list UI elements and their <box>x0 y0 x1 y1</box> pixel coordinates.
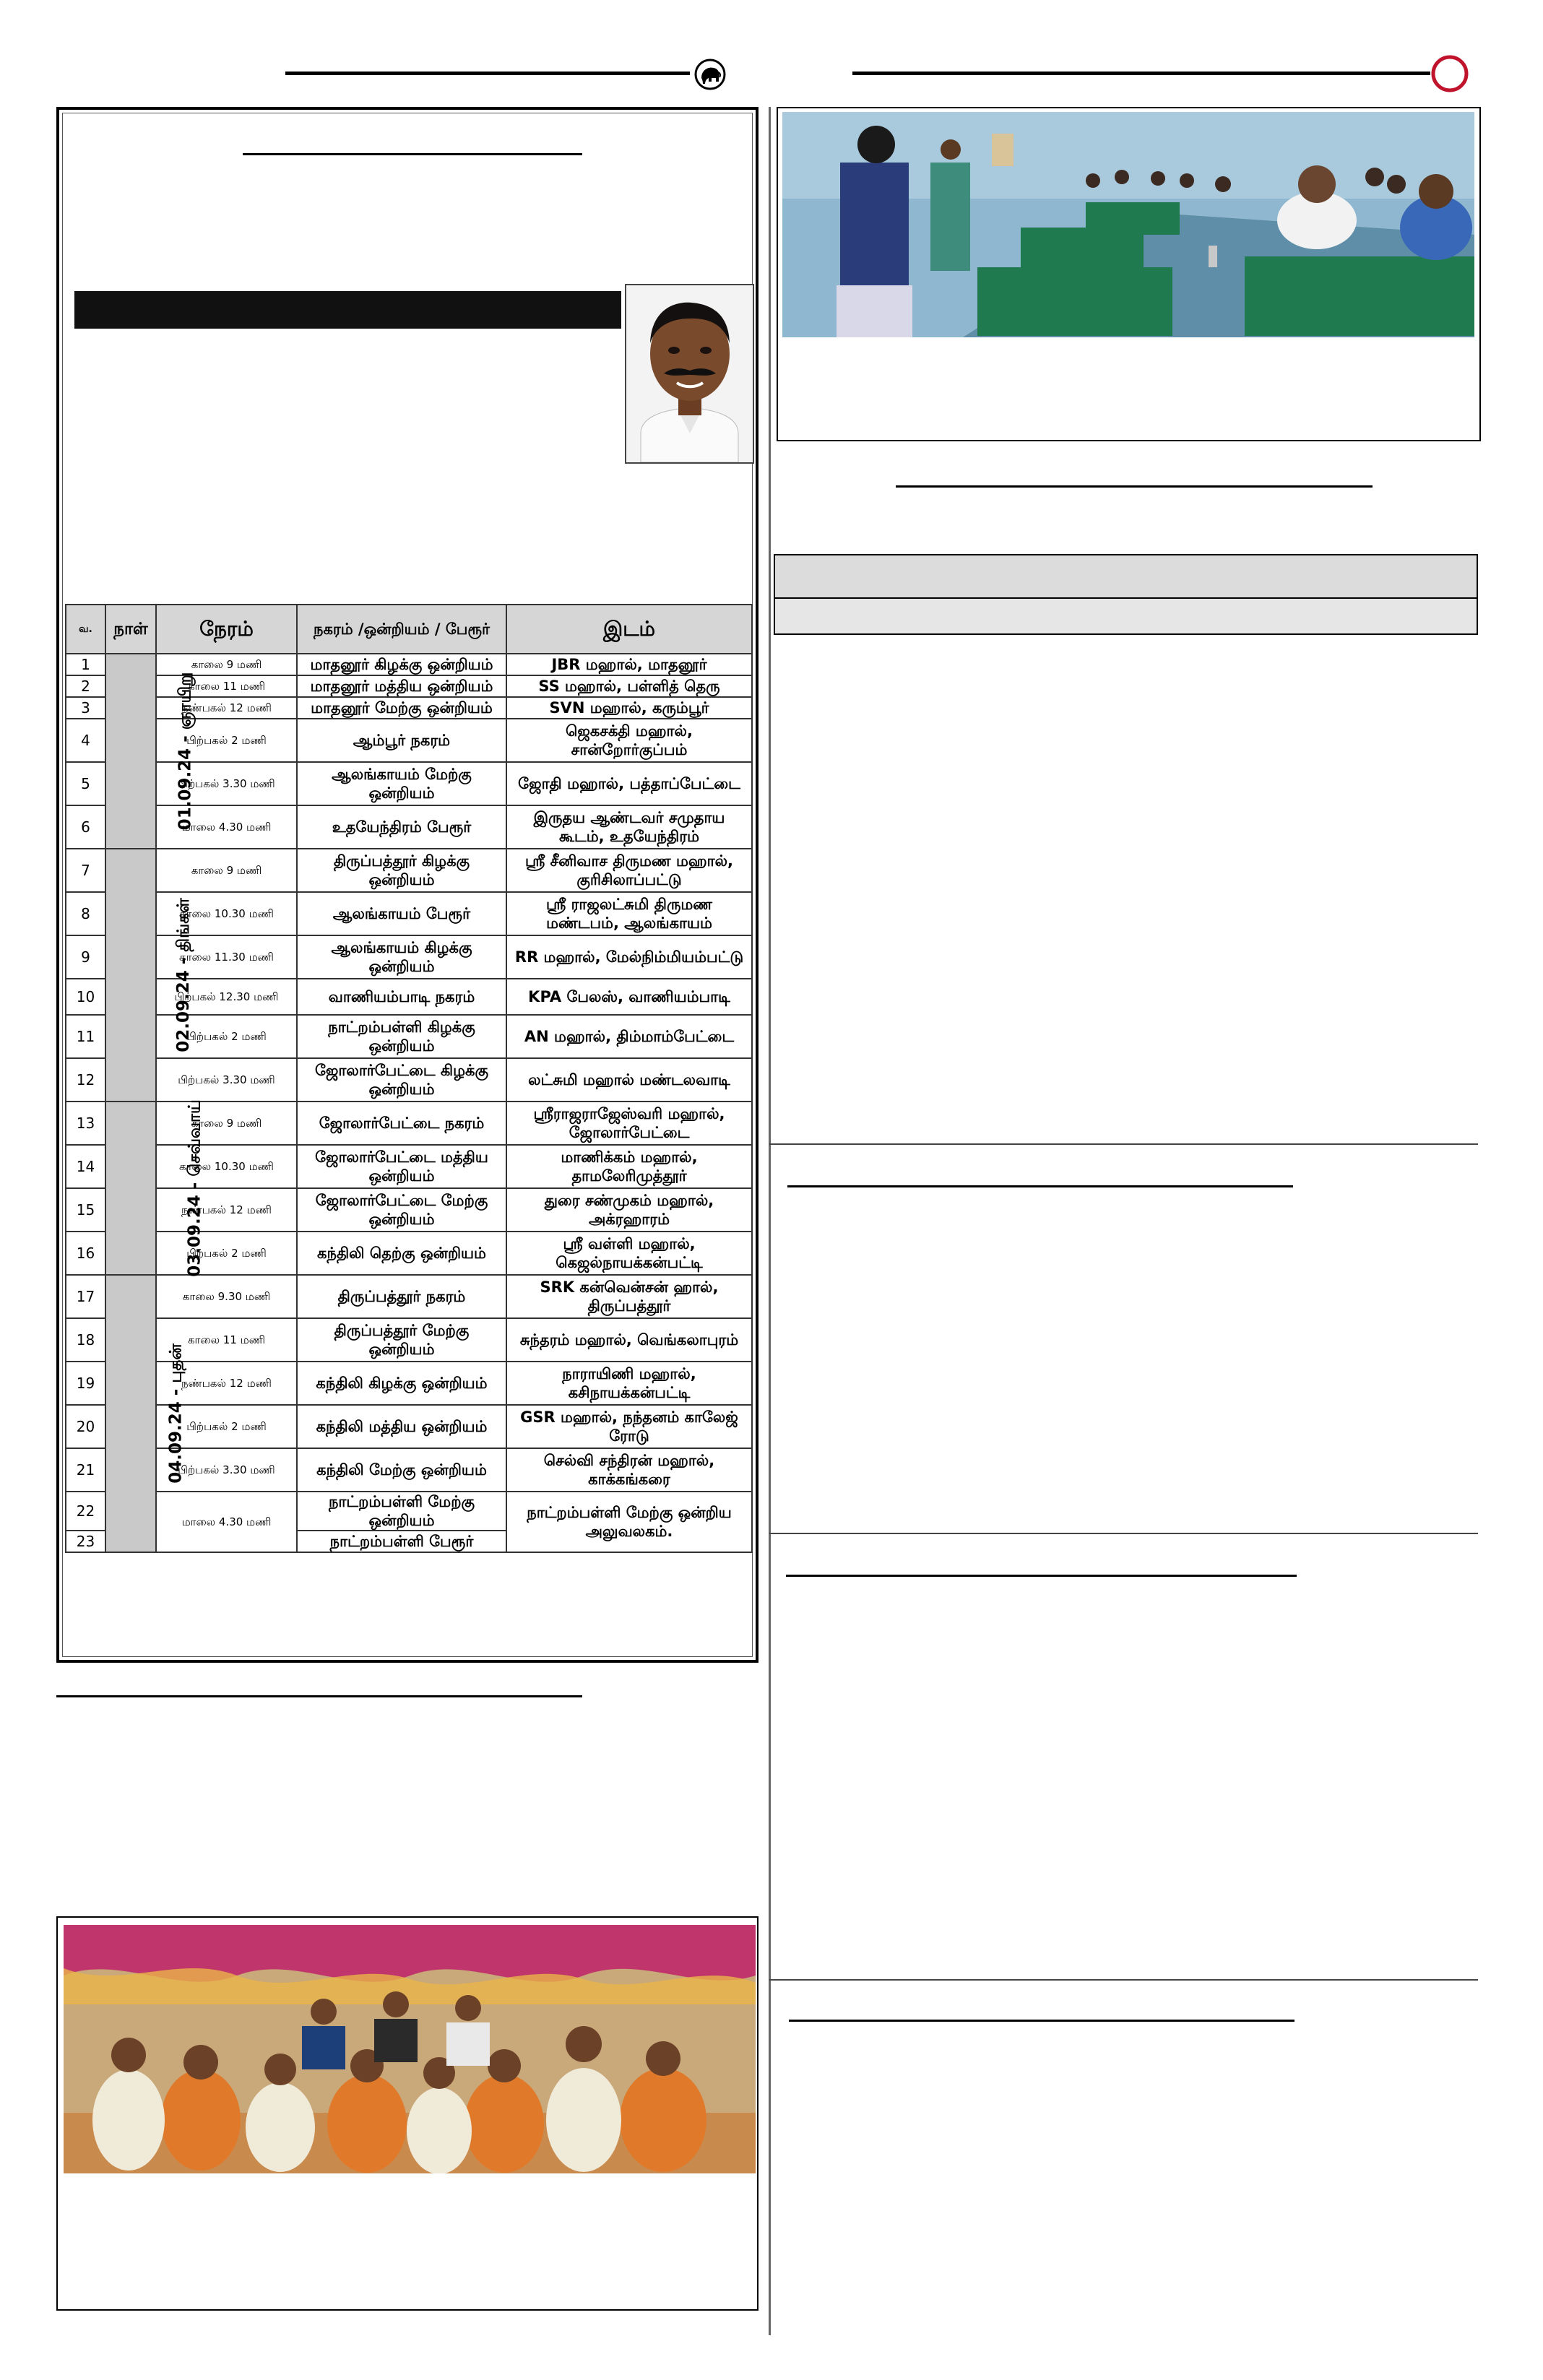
time-cell: காலை 11 மணி <box>156 675 297 697</box>
subhead-black-bar <box>74 291 621 329</box>
right-subhead-box <box>774 554 1478 635</box>
table-row <box>66 1232 752 1275</box>
time-cell: காலை 9 மணி <box>156 1102 297 1145</box>
area-cell: ஆலங்காயம் மேற்கு ஒன்றியம் <box>297 762 506 805</box>
row-number: 13 <box>66 1102 105 1145</box>
headline-rule <box>243 153 582 155</box>
place-cell: துரை சண்முகம் மஹால், அக்ரஹாரம் <box>506 1188 752 1232</box>
classroom-photo <box>782 112 1474 337</box>
time-cell: காலை 11.30 மணி <box>156 935 297 979</box>
row-number: 14 <box>66 1145 105 1188</box>
day-label: 01.09.24 - ஞாயிறு <box>176 672 195 830</box>
place-cell: GSR மஹால், நந்தனம் காலேஜ் ரோடு <box>506 1405 752 1448</box>
right-subhead-band-top <box>775 555 1477 599</box>
place-cell: SS மஹால், பள்ளித் தெரு <box>506 675 752 697</box>
schedule-body <box>66 654 752 1552</box>
table-row <box>66 1058 752 1102</box>
time-cell: நண்பகல் 12 மணி <box>156 1362 297 1405</box>
time-cell: பிற்பகல் 3.30 மணி <box>156 1058 297 1102</box>
area-cell: உதயேந்திரம் பேரூர் <box>297 805 506 849</box>
table-row <box>66 675 752 697</box>
area-cell: கந்திலி கிழக்கு ஒன்றியம் <box>297 1362 506 1405</box>
time-cell: காலை 9 மணி <box>156 654 297 675</box>
area-cell: திருப்பத்தூர் நகரம் <box>297 1275 506 1318</box>
row-number: 6 <box>66 805 105 849</box>
table-row <box>66 719 752 762</box>
place-cell: ஸ்ரீராஜராஜேஸ்வரி மஹால், ஜோலார்பேட்டை <box>506 1102 752 1145</box>
row-number: 10 <box>66 979 105 1015</box>
time-cell: நண்பகல் 12 மணி <box>156 697 297 719</box>
time-cell: பிற்பகல் 2 மணி <box>156 1405 297 1448</box>
area-cell: ஜோலார்பேட்டை மத்திய ஒன்றியம் <box>297 1145 506 1188</box>
schedule-table-wrapper <box>65 604 751 1553</box>
area-cell: ஜோலார்பேட்டை மேற்கு ஒன்றியம் <box>297 1188 506 1232</box>
page-number-circle-icon <box>1430 54 1469 93</box>
right-headline-rule-4 <box>789 2020 1295 2022</box>
area-cell: கந்திலி தெற்கு ஒன்றியம் <box>297 1232 506 1275</box>
place-cell: மாணிக்கம் மஹால், தாமலேரிமுத்தூர் <box>506 1145 752 1188</box>
right-subhead-band-bottom <box>775 599 1477 633</box>
place-cell: ஸ்ரீ சீனிவாச திருமண மஹால், குரிசிலாப்பட்டு <box>506 849 752 892</box>
left-article-separator <box>56 1695 582 1697</box>
table-row <box>66 1015 752 1058</box>
row-number: 23 <box>66 1531 105 1552</box>
time-cell: மாலை 4.30 மணி <box>156 805 297 849</box>
day-cell <box>105 1275 186 1552</box>
area-cell: மாதனூர் மேற்கு ஒன்றியம் <box>297 697 506 719</box>
row-number: 4 <box>66 719 105 762</box>
right-headline-rule-3 <box>786 1575 1297 1577</box>
place-cell: SVN மஹால், கரும்பூர் <box>506 697 752 719</box>
place-cell: நாராயிணி மஹால், கசிநாயக்கன்பட்டி <box>506 1362 752 1405</box>
day-label: 02.09.24 - திங்கள் <box>173 897 193 1052</box>
time-cell: காலை 9 மணி <box>156 849 297 892</box>
area-cell: திருப்பத்தூர் மேற்கு ஒன்றியம் <box>297 1318 506 1362</box>
masthead-rule-right <box>852 72 1430 75</box>
time-cell: பிற்பகல் 12.30 மணி <box>156 979 297 1015</box>
time-cell: காலை 10.30 மணி <box>156 892 297 935</box>
table-row <box>66 892 752 935</box>
row-number: 1 <box>66 654 105 675</box>
place-cell: KPA பேலஸ், வாணியம்பாடி <box>506 979 752 1015</box>
table-row <box>66 935 752 979</box>
row-number: 7 <box>66 849 105 892</box>
place-cell: SRK கன்வென்சன் ஹால், திருப்பத்தூர் <box>506 1275 752 1318</box>
area-cell: கந்திலி மேற்கு ஒன்றியம் <box>297 1448 506 1492</box>
place-cell: இருதய ஆண்டவர் சமுதாய கூடம், உதயேந்திரம் <box>506 805 752 849</box>
area-cell: ஆலங்காயம் கிழக்கு ஒன்றியம் <box>297 935 506 979</box>
table-row <box>66 1102 752 1145</box>
schedule-table <box>65 604 753 1553</box>
time-cell: பிற்பகல் 2 மணி <box>156 1015 297 1058</box>
table-row <box>66 849 752 892</box>
day-label: 04.09.24 - புதன் <box>166 1343 186 1484</box>
area-cell: கந்திலி மத்திய ஒன்றியம் <box>297 1405 506 1448</box>
time-cell: நண்பகல் 12 மணி <box>156 1188 297 1232</box>
place-cell: நாட்றம்பள்ளி மேற்கு ஒன்றிய அலுவலகம். <box>506 1492 752 1552</box>
row-number: 11 <box>66 1015 105 1058</box>
row-number: 22 <box>66 1492 105 1531</box>
place-cell: ஜோதி மஹால், பத்தாப்பேட்டை <box>506 762 752 805</box>
row-number: 5 <box>66 762 105 805</box>
header-day: நாள் <box>105 605 156 654</box>
table-row <box>66 805 752 849</box>
place-cell: AN மஹால், திம்மாம்பேட்டை <box>506 1015 752 1058</box>
day-cell <box>105 849 193 1102</box>
row-number: 19 <box>66 1362 105 1405</box>
masthead-rule-left <box>285 72 690 75</box>
day-cell <box>105 1099 204 1277</box>
right-headline-rule-2 <box>787 1185 1293 1187</box>
leader-portrait-photo <box>625 284 754 464</box>
time-cell: பிற்பகல் 3.30 மணி <box>156 1448 297 1492</box>
schedule-header-row <box>66 605 752 654</box>
ceremony-stage-photo <box>64 1925 756 2173</box>
time-cell: மாலை 4.30 மணி <box>156 1492 297 1552</box>
row-number: 15 <box>66 1188 105 1232</box>
area-cell: மாதனூர் மத்திய ஒன்றியம் <box>297 675 506 697</box>
area-cell: ஆலங்காயம் பேரூர் <box>297 892 506 935</box>
row-number: 9 <box>66 935 105 979</box>
day-label: 03.09.24 - செவ்வாய் <box>185 1099 204 1277</box>
area-cell: ஜோலார்பேட்டை நகரம் <box>297 1102 506 1145</box>
area-cell: திருப்பத்தூர் கிழக்கு ஒன்றியம் <box>297 849 506 892</box>
place-cell: ஸ்ரீ வள்ளி மஹால், கெஜல்நாயக்கன்பட்டி <box>506 1232 752 1275</box>
row-number: 21 <box>66 1448 105 1492</box>
row-number: 17 <box>66 1275 105 1318</box>
row-number: 18 <box>66 1318 105 1362</box>
header-place: இடம் <box>506 605 752 654</box>
right-separator-2 <box>769 1533 1478 1534</box>
row-number: 20 <box>66 1405 105 1448</box>
table-row <box>66 762 752 805</box>
area-cell: வாணியம்பாடி நகரம் <box>297 979 506 1015</box>
day-cell <box>105 654 195 849</box>
place-cell: ஸ்ரீ ராஜலட்சுமி திருமண மண்டபம், ஆலங்காயம் <box>506 892 752 935</box>
place-cell: லட்சுமி மஹால் மண்டலவாடி <box>506 1058 752 1102</box>
place-cell: ஜெகசக்தி மஹால், சான்றோர்குப்பம் <box>506 719 752 762</box>
area-cell: நாட்றம்பள்ளி கிழக்கு ஒன்றியம் <box>297 1015 506 1058</box>
column-divider <box>769 107 771 2335</box>
time-cell: காலை 10.30 மணி <box>156 1145 297 1188</box>
right-separator-3 <box>769 1979 1478 1981</box>
time-cell: பிற்பகல் 3.30 மணி <box>156 762 297 805</box>
area-cell: நாட்றம்பள்ளி மேற்கு ஒன்றியம் <box>297 1492 506 1531</box>
table-row <box>66 1492 752 1531</box>
table-row <box>66 1188 752 1232</box>
right-separator-1 <box>769 1143 1478 1145</box>
place-cell: RR மஹால், மேல்நிம்மியம்பட்டு <box>506 935 752 979</box>
header-serial: வ. <box>66 605 105 654</box>
place-cell: செல்வி சந்திரன் மஹால், காக்கங்கரை <box>506 1448 752 1492</box>
table-row <box>66 654 752 675</box>
area-cell: ஜோலார்பேட்டை கிழக்கு ஒன்றியம் <box>297 1058 506 1102</box>
row-number: 12 <box>66 1058 105 1102</box>
place-cell: சுந்தரம் மஹால், வெங்கலாபுரம் <box>506 1318 752 1362</box>
header-time: நேரம் <box>156 605 297 654</box>
table-row <box>66 1275 752 1318</box>
table-row <box>66 697 752 719</box>
row-number: 2 <box>66 675 105 697</box>
row-number: 16 <box>66 1232 105 1275</box>
elephant-emblem-icon <box>693 58 727 91</box>
right-headline-rule <box>896 485 1373 488</box>
time-cell: காலை 9.30 மணி <box>156 1275 297 1318</box>
place-cell: JBR மஹால், மாதனூர் <box>506 654 752 675</box>
row-number: 3 <box>66 697 105 719</box>
time-cell: பிற்பகல் 2 மணி <box>156 1232 297 1275</box>
time-cell: பிற்பகல் 2 மணி <box>156 719 297 762</box>
header-area: நகரம் /ஒன்றியம் / பேரூர் <box>297 605 506 654</box>
table-row <box>66 979 752 1015</box>
row-number: 8 <box>66 892 105 935</box>
area-cell: நாட்றம்பள்ளி பேரூர் <box>297 1531 506 1552</box>
area-cell: ஆம்பூர் நகரம் <box>297 719 506 762</box>
table-row <box>66 1145 752 1188</box>
area-cell: மாதனூர் கிழக்கு ஒன்றியம் <box>297 654 506 675</box>
time-cell: காலை 11 மணி <box>156 1318 297 1362</box>
